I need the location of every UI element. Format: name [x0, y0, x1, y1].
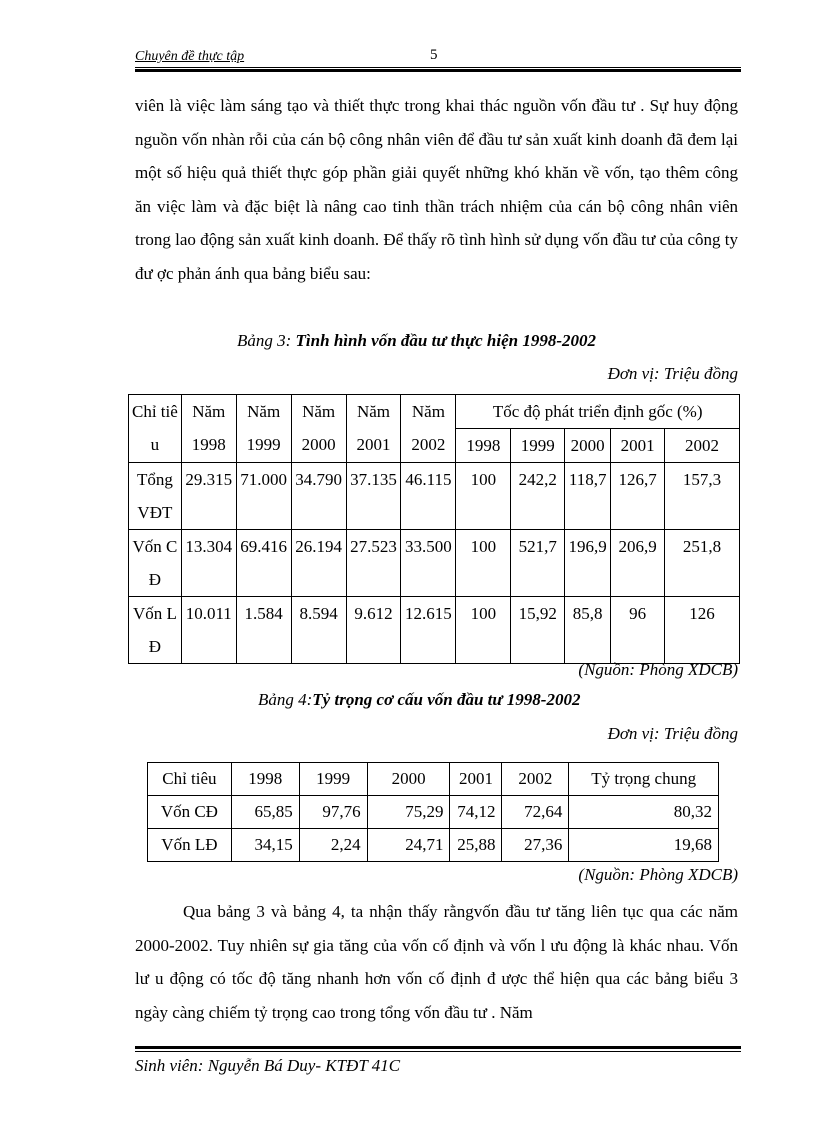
table-row [129, 530, 740, 597]
table-cell: 24,71 [367, 829, 450, 862]
growth-year: 1998 [456, 429, 511, 463]
table4 [147, 762, 719, 862]
paragraph-analysis: Qua bảng 3 và bảng 4, ta nhận thấy rằngvốn đầu tư tăng liên tục qua các năm 2000-2002. Tuy nhiên sự gia tăng của vốn cố định và vốn l ưu động là khác nhau. Vốn lư u động có tốc độ tăng nhanh hơn vốn cố định đ ược thể hiện qua các bảng biểu 3 ngày càng chiếm tỷ trọng cao trong tổng vốn đầu tư . Năm [135, 902, 738, 1022]
column-header: Chỉ tiêu [148, 763, 232, 796]
table-cell: 12.615 [401, 597, 456, 664]
column-header: 2000 [367, 763, 450, 796]
table3-header-label: Chỉ tiêu [129, 395, 182, 463]
row-label: Vốn LĐ [148, 829, 232, 862]
column-header: Tỷ trọng chung [569, 763, 719, 796]
table-cell: 157,3 [665, 463, 740, 530]
table-cell: 100 [456, 530, 511, 597]
table-cell: 242,2 [511, 463, 565, 530]
year-value: 2000 [301, 435, 336, 454]
footer-rule-thick [135, 1046, 741, 1049]
table-cell: 100 [456, 463, 511, 530]
table-cell: 97,76 [299, 796, 367, 829]
table-cell: 27,36 [502, 829, 569, 862]
year-value: 2002 [411, 435, 446, 454]
table-cell: 34.790 [291, 463, 346, 530]
table3 [128, 394, 740, 664]
page-number: 5 [430, 47, 438, 63]
table4-caption-prefix: Bảng 4: [258, 690, 313, 709]
growth-year: 2001 [611, 429, 665, 463]
year-label: Năm [356, 402, 391, 421]
table-cell: 521,7 [511, 530, 565, 597]
table3-caption-title: Tình hình vốn đầu tư thực hiện 1998-2002 [295, 331, 597, 350]
table-cell: 100 [456, 597, 511, 664]
table-cell: 34,15 [231, 829, 299, 862]
row-label: Vốn CĐ [129, 530, 182, 597]
year-label: Năm [302, 402, 336, 421]
table-cell: 2,24 [299, 829, 367, 862]
table-cell: 8.594 [291, 597, 346, 664]
table4-header-row [148, 763, 719, 796]
table-cell: 19,68 [569, 829, 719, 862]
table-cell: 26.194 [291, 530, 346, 597]
footer-rule-thin [135, 1051, 741, 1052]
table3-header-year [401, 395, 456, 463]
table3-caption [237, 331, 596, 351]
header-title: Chuyên đề thực tập [135, 49, 245, 64]
table-cell: 27.523 [346, 530, 401, 597]
table3-header-year [181, 395, 236, 463]
table3-header-year [291, 395, 346, 463]
column-header: 1999 [299, 763, 367, 796]
table-cell: 75,29 [367, 796, 450, 829]
table-cell: 71.000 [236, 463, 291, 530]
table4-unit: Đơn vị: Triệu đồng [607, 724, 738, 743]
year-label: Năm [192, 402, 226, 421]
header-rule-thin [135, 67, 741, 68]
table4-caption [258, 690, 580, 710]
growth-year: 1999 [511, 429, 565, 463]
row-label: Vốn CĐ [148, 796, 232, 829]
table-cell: 46.115 [401, 463, 456, 530]
table-cell: 15,92 [511, 597, 565, 664]
year-label: Năm [411, 402, 445, 421]
growth-year: 2002 [665, 429, 740, 463]
paragraph-intro: viên là việc làm sáng tạo và thiết thực trong khai thác nguồn vốn đầu tư . Sự huy động nguồn vốn nhàn rỗi của cán bộ công nhân viên để đầu tư sản xuất kinh doanh đã đem lại một số hiệu quả thiết thực góp phần giải quyết những khó khăn về vốn, tạo thêm công ăn việc làm và đặc biệt là nâng cao tinh thần trách nhiệm của cán bộ công nhân viên trong lao động sản xuất kinh doanh. Để thấy rõ tình hình sử dụng vốn đầu tư của công ty đư ợc phản ánh qua bảng biểu sau: [135, 96, 738, 283]
table3-header-year [236, 395, 291, 463]
year-label: Năm [247, 402, 281, 421]
table-cell: 33.500 [401, 530, 456, 597]
row-label: Vốn LĐ [129, 597, 182, 664]
table-cell: 80,32 [569, 796, 719, 829]
header-rule-thick [135, 69, 741, 72]
table-cell: 72,64 [502, 796, 569, 829]
row-label: Tổng VĐT [129, 463, 182, 530]
table3-header-row [129, 395, 740, 429]
table-cell: 37.135 [346, 463, 401, 530]
table-cell: 69.416 [236, 530, 291, 597]
table-cell: 126 [665, 597, 740, 664]
table3-header-year [346, 395, 401, 463]
table3-growth-header: Tốc độ phát triển định gốc (%) [456, 395, 740, 429]
table-row [148, 829, 719, 862]
table3-unit: Đơn vị: Triệu đồng [607, 364, 738, 383]
table3-caption-prefix: Bảng 3: [237, 331, 296, 350]
table-cell: 118,7 [565, 463, 611, 530]
table-row [129, 597, 740, 664]
column-header: 2001 [450, 763, 502, 796]
table-cell: 25,88 [450, 829, 502, 862]
column-header: 1998 [231, 763, 299, 796]
column-header: 2002 [502, 763, 569, 796]
footer-author: Sinh viên: Nguyễn Bá Duy- KTĐT 41C [135, 1056, 401, 1075]
table-cell: 85,8 [565, 597, 611, 664]
table-cell: 13.304 [181, 530, 236, 597]
table-cell: 10.011 [181, 597, 236, 664]
table-cell: 196,9 [565, 530, 611, 597]
table3-source: (Nguồn: Phòng XDCB) [578, 660, 738, 679]
table4-caption-title: Tỷ trọng cơ cấu vốn đầu tư 1998-2002 [312, 690, 581, 709]
table-cell: 74,12 [450, 796, 502, 829]
table-cell: 251,8 [665, 530, 740, 597]
table-row [129, 463, 740, 530]
table-cell: 29.315 [181, 463, 236, 530]
table-cell: 65,85 [231, 796, 299, 829]
growth-year: 2000 [565, 429, 611, 463]
table4-source: (Nguồn: Phòng XDCB) [578, 865, 738, 884]
year-value: 1998 [191, 435, 226, 454]
table-cell: 126,7 [611, 463, 665, 530]
table-row [148, 796, 719, 829]
year-value: 2001 [356, 435, 391, 454]
table-cell: 206,9 [611, 530, 665, 597]
table-cell: 1.584 [236, 597, 291, 664]
table-cell: 9.612 [346, 597, 401, 664]
table-cell: 96 [611, 597, 665, 664]
year-value: 1999 [246, 435, 281, 454]
